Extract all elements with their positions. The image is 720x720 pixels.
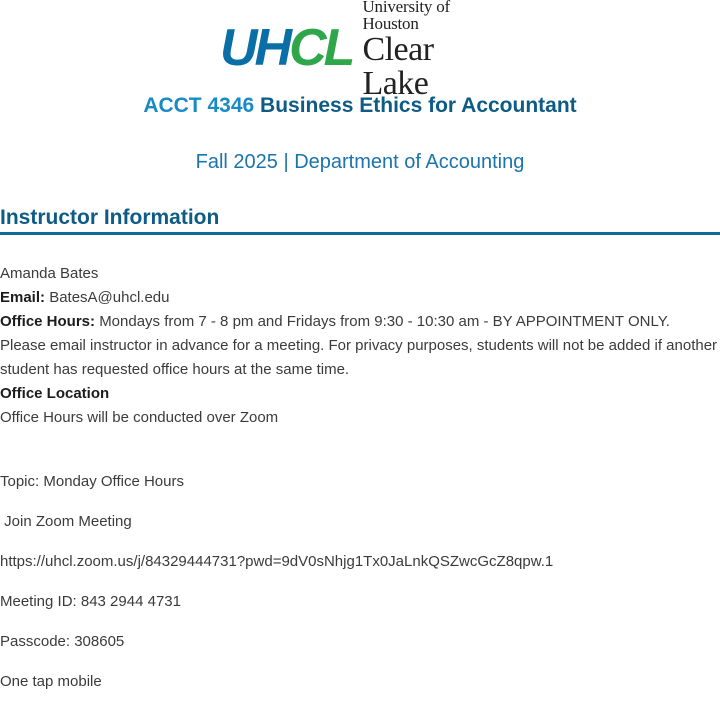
office-hours-line [0,310,718,382]
spacer [0,574,718,590]
course-name: Business Ethics for Accountant [260,94,577,117]
instructor-info-heading: Instructor Information [0,206,220,229]
uhcl-logo-mark [220,20,352,76]
spacer [0,494,718,510]
zoom-meeting-id: Meeting ID: 843 2944 4731 [0,593,181,610]
spacer [0,430,718,470]
spacer [0,654,718,670]
zoom-passcode: Passcode: 308605 [0,633,125,650]
logo-campus-line: Clear Lake [362,30,434,102]
section-divider [0,232,720,235]
email-label: Email: [0,289,46,306]
email-line [0,286,718,310]
zoom-topic: Topic: Monday Office Hours [0,473,184,490]
zoom-join-label: Join Zoom Meeting [0,513,132,530]
zoom-one-tap-label: One tap mobile [0,673,102,690]
course-code: ACCT 4346 [143,94,255,117]
term-department-line: Fall 2025 | Department of Accounting [195,151,525,173]
course-title [0,94,720,118]
email-address[interactable]: BatesA@uhcl.edu [49,289,170,306]
office-hours-label: Office Hours: [0,313,96,330]
logo-university-line: University of Houston [362,0,451,33]
office-hours-text: Mondays from 7 - 8 pm and Fridays from 9:30 - 10:30 am - BY APPOINTMENT ONLY. Please email instructor in advance for a meeting. For privacy purposes, students will not be added if another student has requested office hours at the same time. [0,313,718,378]
zoom-meeting-link[interactable]: https://uhcl.zoom.us/j/84329444731?pwd=9dV0sNhjg1Tx0JaLnkQSZwcGcZ8qpw.1 [0,553,554,570]
instructor-name: Amanda Bates [0,265,99,282]
logo-mark-cl: CL [289,19,353,77]
office-location-label: Office Location [0,385,110,402]
logo-wordmark [362,0,502,101]
office-location-text: Office Hours will be conducted over Zoom [0,409,279,426]
logo-mark-uh: UH [220,19,290,77]
uhcl-logo [220,0,502,102]
spacer [0,534,718,550]
instructor-info-body [0,262,718,694]
spacer [0,614,718,630]
